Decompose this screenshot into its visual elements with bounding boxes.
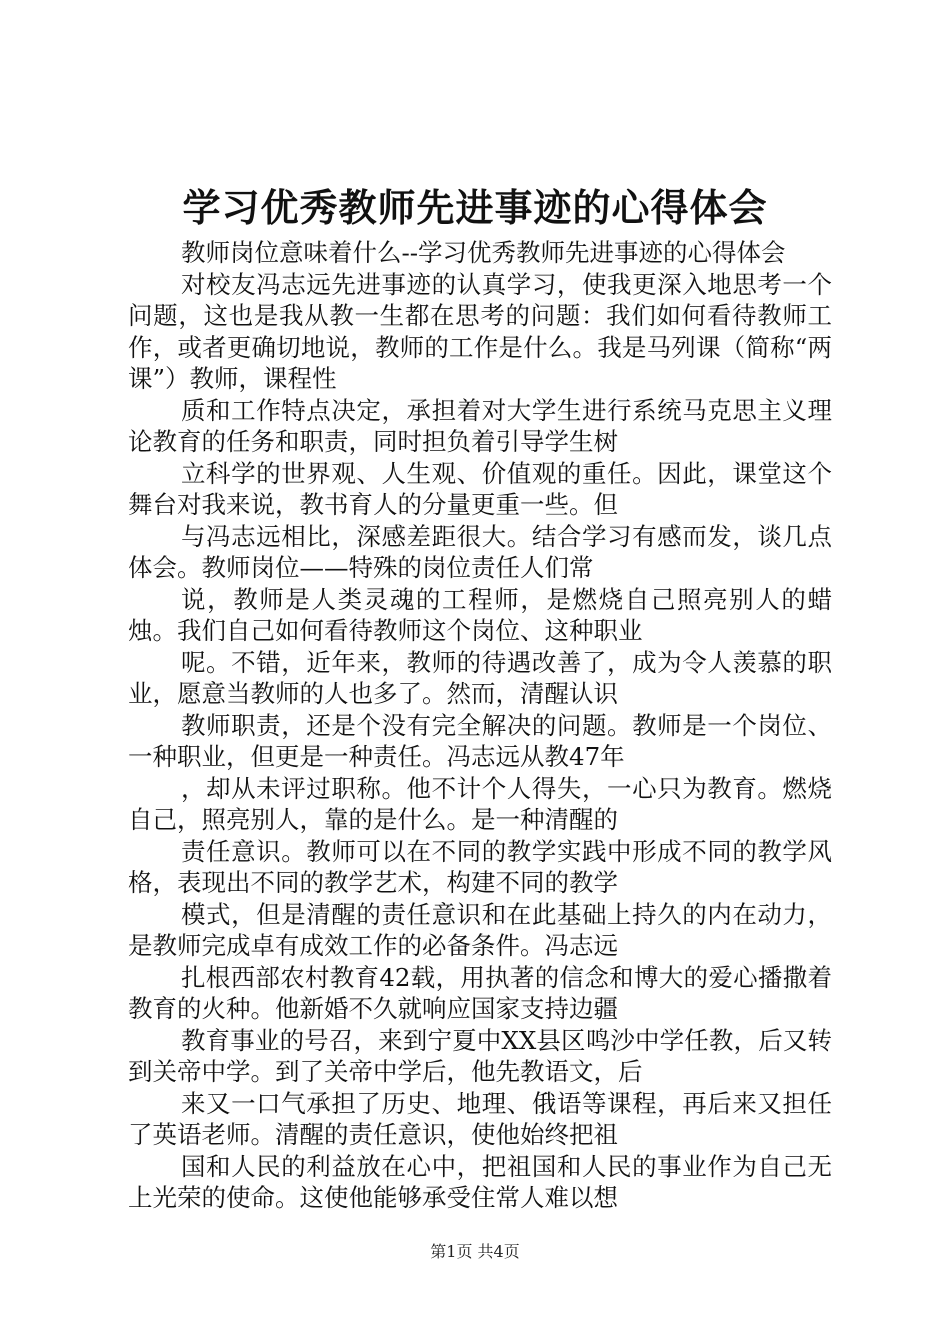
paragraph-10: 责任意识。教师可以在不同的教学实践中形成不同的教学风格，表现出不同的教学艺术，构建不同的教学 xyxy=(128,836,832,897)
paragraph-12: 扎根西部农村教育42载，用执著的信念和博大的爱心播撒着教育的火种。他新婚不久就响应国家支持边疆 xyxy=(128,962,832,1023)
paragraph-8: 教师职责，还是个没有完全解决的问题。教师是一个岗位、一种职业，但更是一种责任。冯志远从教47年 xyxy=(128,710,832,771)
paragraph-2: 对校友冯志远先进事迹的认真学习，使我更深入地思考一个问题，这也是我从教一生都在思考的问题：我们如何看待教师工作，或者更确切地说，教师的工作是什么。我是马列课（简称“两课”）教师，课程性 xyxy=(128,269,832,393)
paragraph-14: 来又一口气承担了历史、地理、俄语等课程，再后来又担任了英语老师。清醒的责任意识，使他始终把祖 xyxy=(128,1088,832,1149)
paragraph-9: ，却从未评过职称。他不计个人得失，一心只为教育。燃烧自己，照亮别人，靠的是什么。是一种清醒的 xyxy=(128,773,832,834)
paragraph-6: 说，教师是人类灵魂的工程师，是燃烧自己照亮别人的蜡烛。我们自己如何看待教师这个岗位、这种职业 xyxy=(128,584,832,645)
paragraph-13: 教育事业的号召，来到宁夏中XX县区鸣沙中学任教，后又转到关帝中学。到了关帝中学后，他先教语文，后 xyxy=(128,1025,832,1086)
paragraph-1: 教师岗位意味着什么--学习优秀教师先进事迹的心得体会 xyxy=(181,238,786,267)
paragraph-3: 质和工作特点决定，承担着对大学生进行系统马克思主义理论教育的任务和职责，同时担负着引导学生树 xyxy=(128,395,832,456)
page-title: 学习优秀教师先进事迹的心得体会 xyxy=(182,186,768,230)
page-footer: 第1页 共4页 xyxy=(430,1242,520,1261)
document-body xyxy=(128,237,832,1214)
paragraph-15: 国和人民的利益放在心中，把祖国和人民的事业作为自己无上光荣的使命。这使他能够承受住常人难以想 xyxy=(128,1151,832,1212)
paragraph-7: 呢。不错，近年来，教师的待遇改善了，成为令人羡慕的职业，愿意当教师的人也多了。然而，清醒认识 xyxy=(128,647,832,708)
paragraph-4: 立科学的世界观、人生观、价值观的重任。因此，课堂这个舞台对我来说，教书育人的分量更重一些。但 xyxy=(128,458,832,519)
paragraph-5: 与冯志远相比，深感差距很大。结合学习有感而发，谈几点体会。教师岗位——特殊的岗位责任人们常 xyxy=(128,521,832,582)
paragraph-11: 模式，但是清醒的责任意识和在此基础上持久的内在动力，是教师完成卓有成效工作的必备条件。冯志远 xyxy=(128,899,832,960)
